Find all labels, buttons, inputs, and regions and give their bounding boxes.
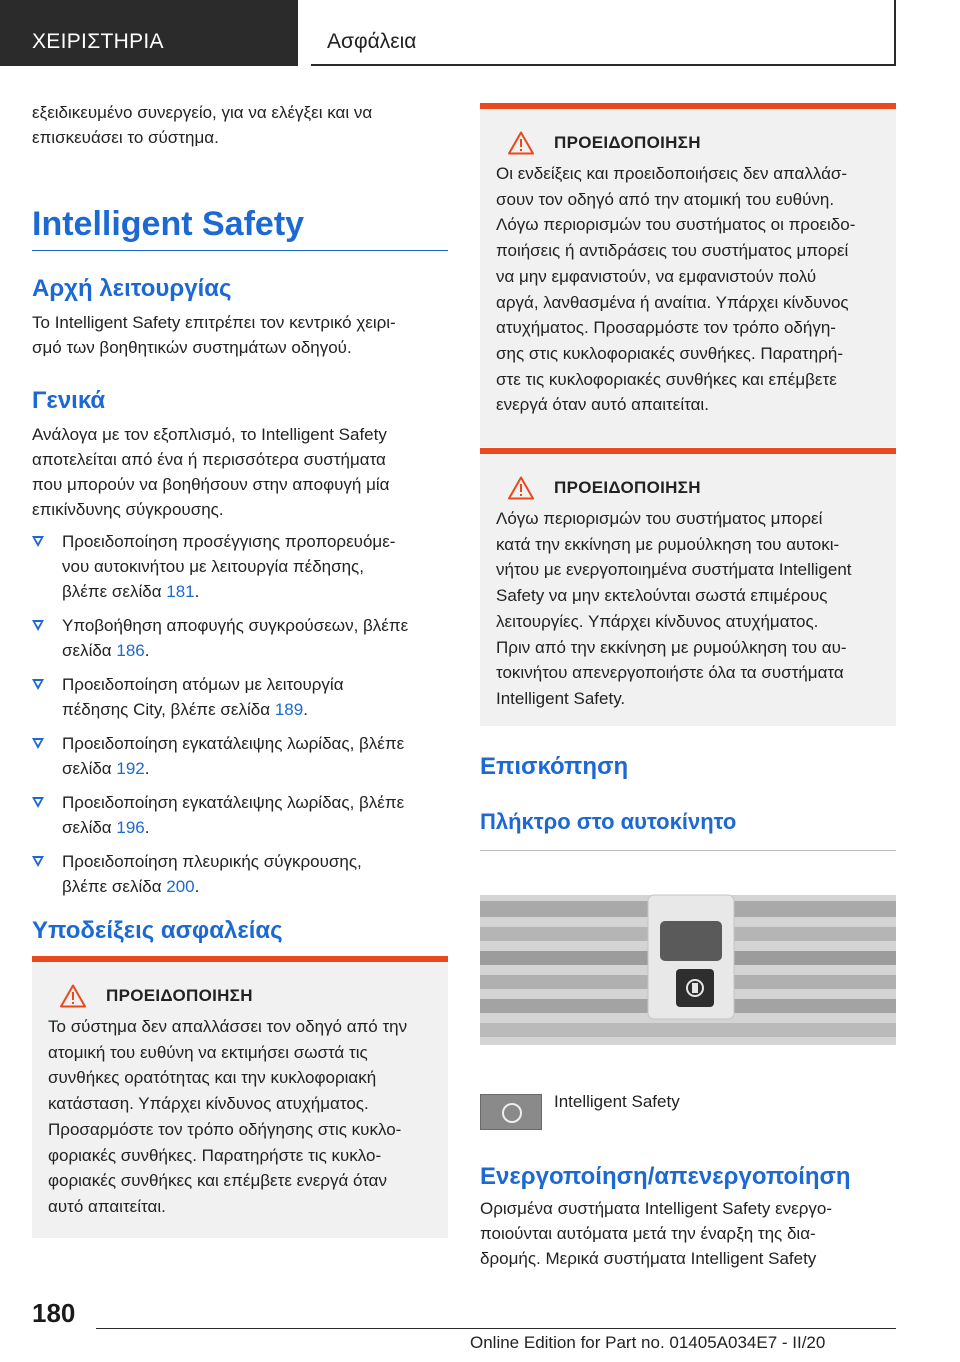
- warning-box: ΠΡΟΕΙΔΟΠΟΙΗΣΗ Λόγω περιορισμών του συστήματος μπορεί κατά την εκκίνηση με ρυμούλκηση του αυτοκι- νήτου με ενεργοποιημένα συστήματα Intelligent Safety να μην εκτελούνται σωστά επιμέρους λειτουργίες. Υπάρχει κίνδυνος ατυχήματος. Πριν από την εκκίνηση με ρυμούλκηση του αυ- τοκινήτου απενεργοποιήστε όλα τα συστήματα Intelligent Safety.: [480, 448, 896, 726]
- activation-heading: Ενεργοποίηση/απενεργοποίηση: [480, 1163, 851, 1190]
- overview-heading: Επισκόπηση: [480, 753, 629, 780]
- page-link[interactable]: 200: [166, 877, 195, 896]
- list-item: Υποβοήθηση αποφυγής συγκρούσεων, βλέπε σελίδα 186.: [32, 613, 448, 663]
- bullet-triangle-icon: [32, 620, 44, 631]
- intro-paragraph: εξειδικευμένο συνεργείο, για να ελέγξει και να επισκευάσει το σύστημα.: [32, 103, 373, 147]
- list-item: Προειδοποίηση προσέγγισης προπορευόμε- νου αυτοκινήτου με λειτουργία πέδησης, βλέπε σελίδα 181.: [32, 529, 448, 604]
- feature-list: [32, 529, 448, 899]
- button-heading: Πλήκτρο στο αυτοκίνητο: [480, 809, 737, 834]
- button-photo: [480, 850, 896, 1070]
- page-link[interactable]: 181: [166, 582, 195, 601]
- warning-triangle-icon: [508, 476, 534, 500]
- warning-triangle-icon: [508, 131, 534, 155]
- chapter-tab: [0, 0, 298, 66]
- bullet-triangle-icon: [32, 856, 44, 867]
- page-link[interactable]: 192: [116, 759, 145, 778]
- warning-box: ΠΡΟΕΙΔΟΠΟΙΗΣΗ Οι ενδείξεις και προειδοποιήσεις δεν απαλλάσ- σουν τον οδηγό από την ατομική του ευθύνη. Λόγω περιορισμών του συστήματος οι προειδο- ποιήσεις ή αντιδράσεις του συστήματος μπορεί να μην εμφανιστούν, να εμφανιστούν πολύ αργά, λανθασμένα ή αναίτια. Υπάρχει κίνδυνος ατυχήματος. Προσαρμόστε τον τρόπο οδήγη- σης στις κυκλοφοριακές συνθήκες. Παρατηρή- στε τις κυκλοφοριακές συνθήκες και επέμβετε ενεργά όταν αυτό απαιτείται.: [480, 103, 896, 447]
- warning-triangle-icon: [60, 984, 86, 1008]
- bullet-triangle-icon: [32, 797, 44, 808]
- edition-note: Online Edition for Part no. 01405A034E7 - II/20: [470, 1333, 826, 1352]
- warning-box: ΠΡΟΕΙΔΟΠΟΙΗΣΗ Το σύστημα δεν απαλλάσσει τον οδηγό από την ατομική του ευθύνη να εκτιμήσει σωστά τις συνθήκες ορατότητας και την κυκλοφοριακή κατάσταση. Υπάρχει κίνδυνος ατυχήματος. Προσαρμόστε τον τρόπο οδήγησης στις κυκλο- φοριακές συνθήκες. Παρατηρήστε τις κυκλο- φοριακές συνθήκες και επέμβετε ενεργά όταν αυτό απαιτείται.: [32, 956, 448, 1238]
- footer-rule: [96, 1328, 896, 1329]
- page-link[interactable]: 189: [274, 700, 304, 719]
- warning-title: ΠΡΟΕΙΔΟΠΟΙΗΣΗ: [554, 133, 701, 152]
- page-link[interactable]: 196: [116, 818, 145, 837]
- safety-heading: Υποδείξεις ασφαλείας: [32, 917, 283, 944]
- main-title-block: [32, 204, 448, 251]
- bullet-triangle-icon: [32, 536, 44, 547]
- page-link[interactable]: 186: [116, 641, 145, 660]
- list-item: Προειδοποίηση εγκατάλειψης λωρίδας, βλέπε σελίδα 196.: [32, 790, 448, 840]
- warning-title: ΠΡΟΕΙΔΟΠΟΙΗΣΗ: [106, 986, 253, 1005]
- intelligent-safety-button-icon: [480, 1094, 542, 1130]
- page-number: 180: [32, 1298, 76, 1328]
- dashboard-vent-image: [480, 851, 896, 1070]
- button-legend: [480, 1090, 896, 1130]
- bullet-triangle-icon: [32, 738, 44, 749]
- general-heading: Γενικά: [32, 387, 106, 414]
- list-item: Προειδοποίηση ατόμων με λειτουργία πέδησης City, βλέπε σελίδα 189.: [32, 672, 448, 722]
- bullet-triangle-icon: [32, 679, 44, 690]
- title-rule: [32, 250, 448, 251]
- main-title: Intelligent Safety: [32, 205, 305, 243]
- section-title: Ασφάλεια: [327, 30, 417, 53]
- activation-text: Ορισμένα συστήματα Intelligent Safety ενεργο- ποιούνται αυτόματα μετά την έναρξη της δια- δρομής. Μερικά συστήματα Intelligent Safety: [480, 1199, 833, 1268]
- button-label: Intelligent Safety: [554, 1092, 680, 1111]
- list-item: Προειδοποίηση εγκατάλειψης λωρίδας, βλέπε σελίδα 192.: [32, 731, 448, 781]
- warning-title: ΠΡΟΕΙΔΟΠΟΙΗΣΗ: [554, 478, 701, 497]
- principle-section: Αρχή λειτουργίας Το Intelligent Safety επιτρέπει τον κεντρικό χειρι- σμό των βοηθητικών συστημάτων οδηγού.: [32, 274, 448, 360]
- general-section: Γενικά Ανάλογα με τον εξοπλισμό, το Intelligent Safety αποτελείται από ένα ή περισσότερα συστήματα που μπορούν να βοηθήσουν στην αποφυγή μία επικίνδυνης σύγκρουσης.: [32, 386, 448, 522]
- section-tab: [311, 0, 896, 66]
- principle-heading: Αρχή λειτουργίας: [32, 275, 232, 302]
- chapter-title: ΧΕΙΡΙΣΤΗΡΙΑ: [32, 30, 164, 53]
- list-item: Προειδοποίηση πλευρικής σύγκρουσης, βλέπε σελίδα 200.: [32, 849, 448, 899]
